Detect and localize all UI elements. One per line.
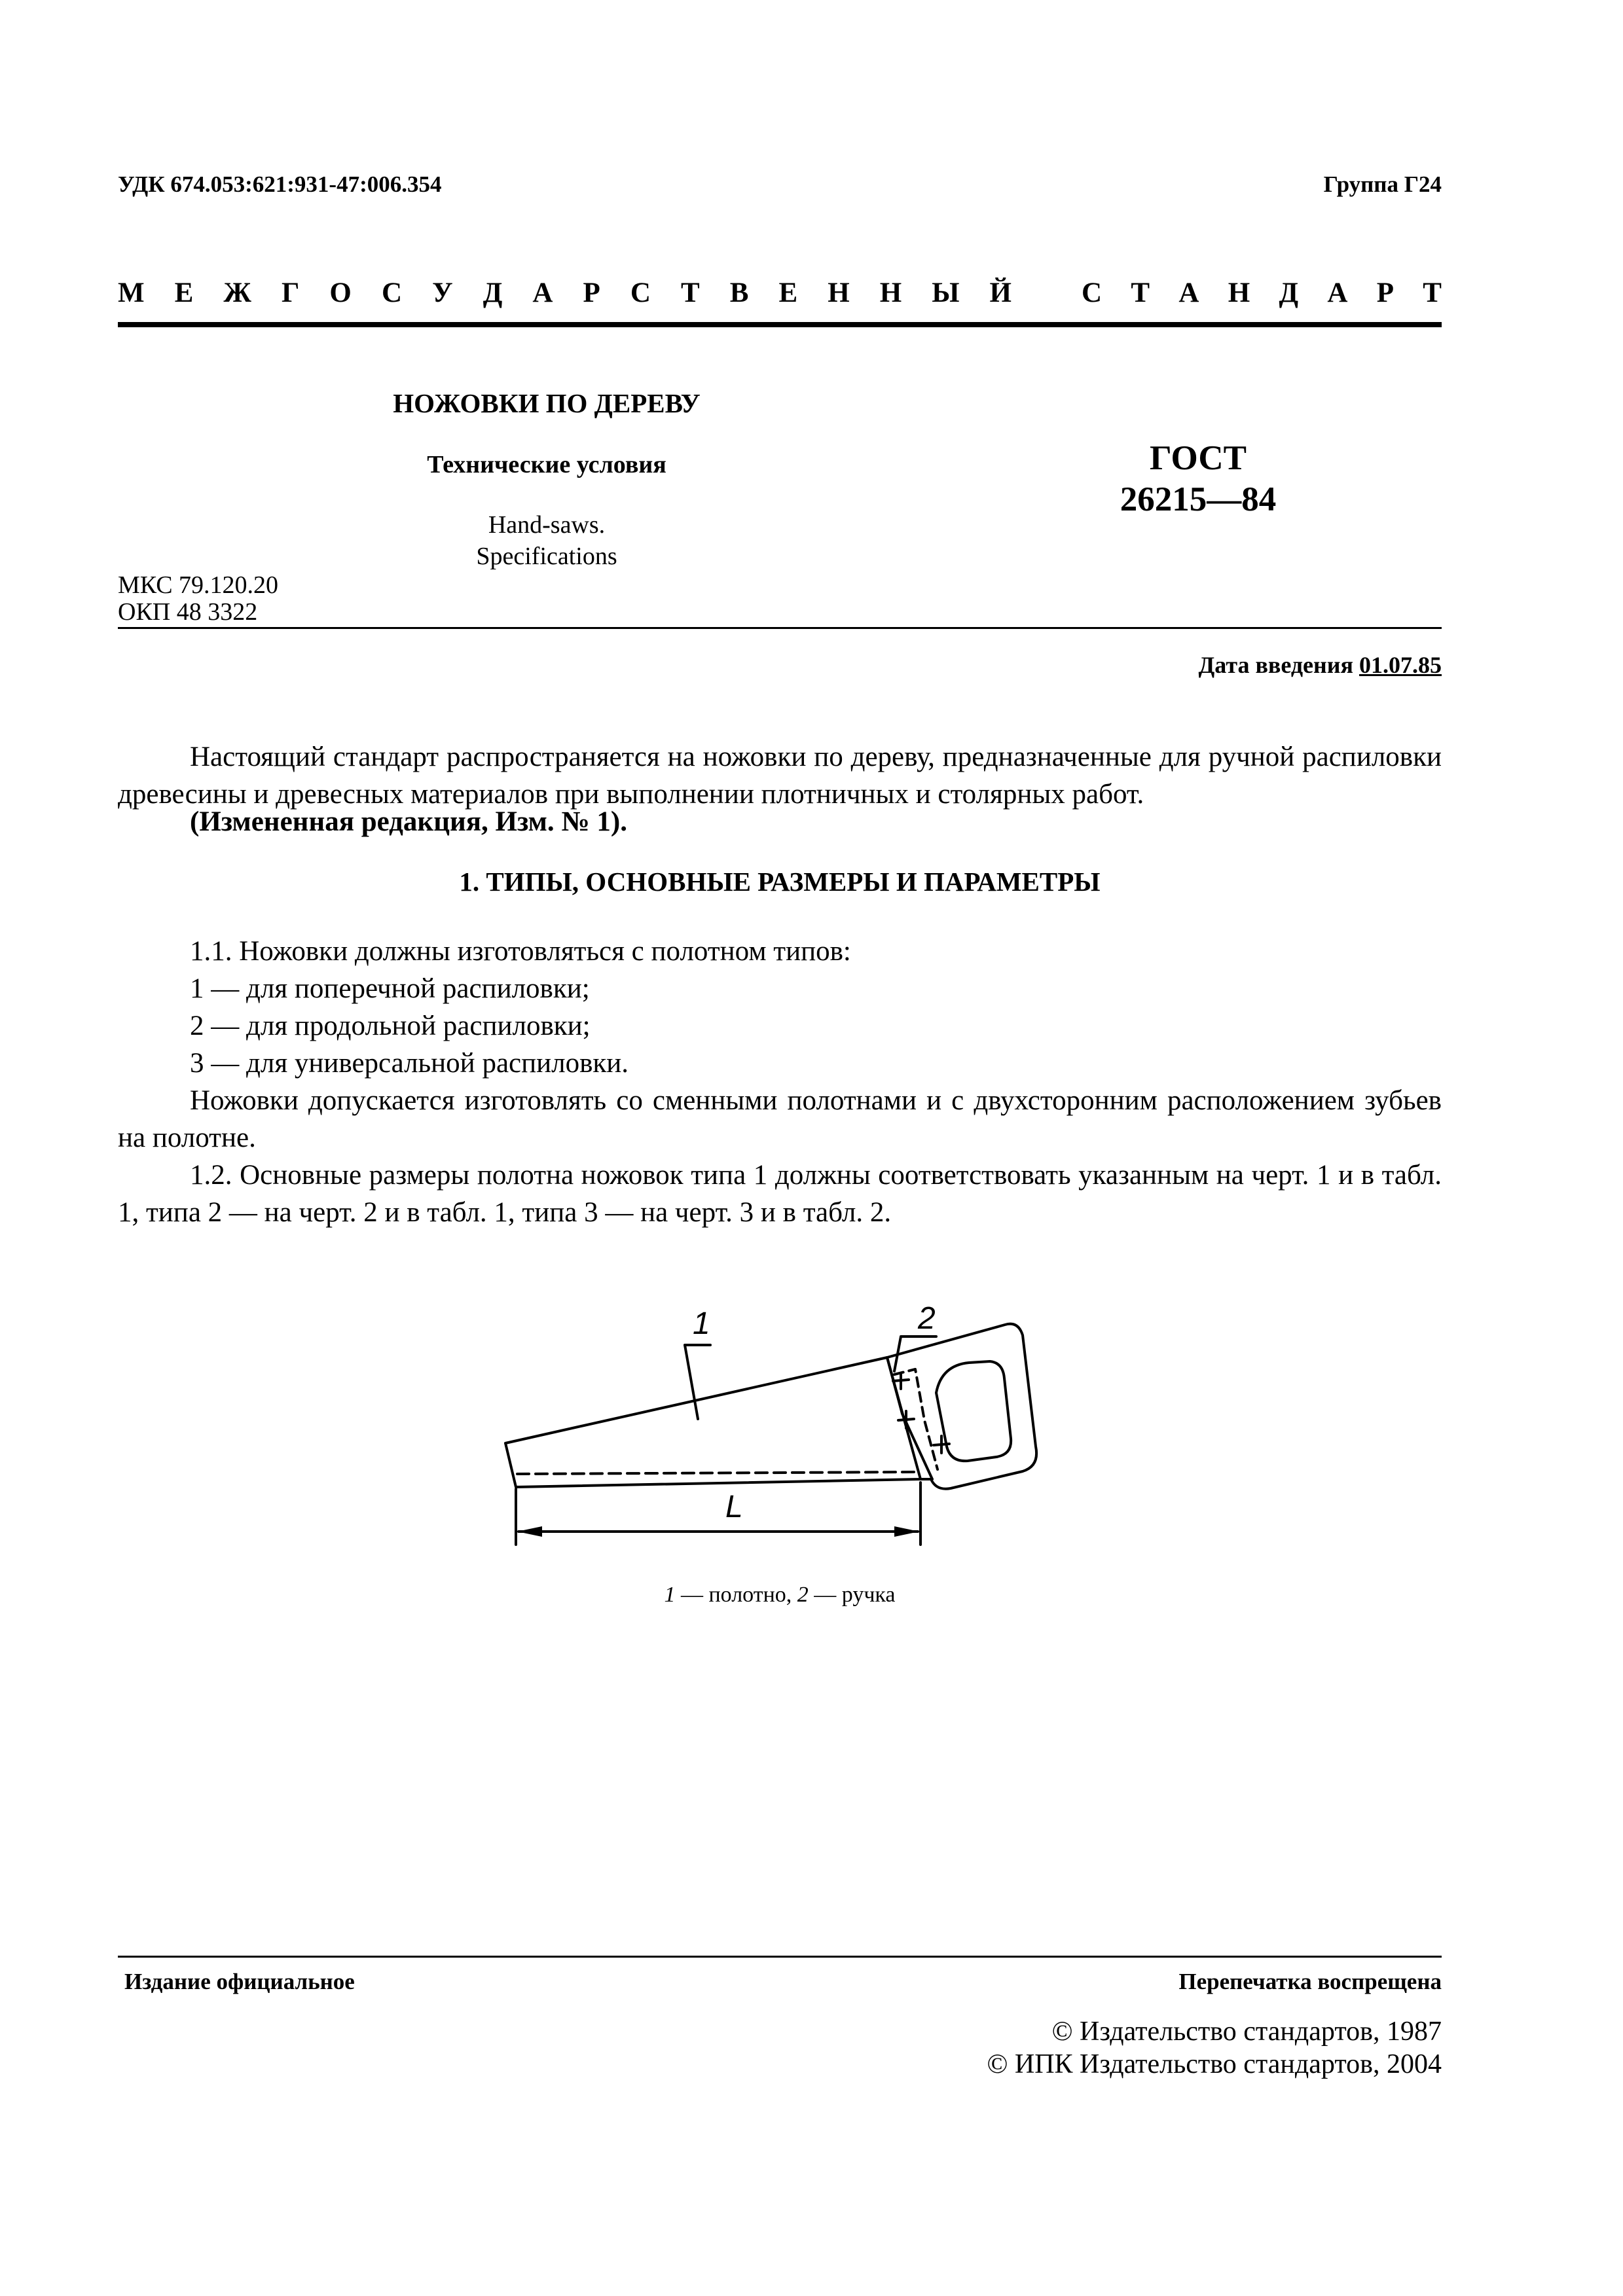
udk-code: УДК 674.053:621:931-47:006.354 xyxy=(118,171,442,197)
caption-text-1: — полотно, xyxy=(675,1583,797,1607)
figure-caption xyxy=(118,1583,1442,1607)
gost-label: ГОСТ xyxy=(1150,439,1247,477)
caption-number-2: 2 xyxy=(797,1583,809,1607)
handle-grip-opening xyxy=(936,1361,1011,1461)
w1-letter: Й xyxy=(989,278,1012,308)
dimension-label-L: L xyxy=(725,1490,743,1524)
footer-rule xyxy=(118,1956,1442,1958)
rivet-2 xyxy=(898,1411,914,1428)
gost-number: 26215—84 xyxy=(1120,480,1277,518)
banner-word-standard xyxy=(1082,277,1442,309)
saw-blade xyxy=(505,1357,921,1487)
dim-arrow-right xyxy=(894,1526,919,1537)
w2-letter: Д xyxy=(1279,278,1299,308)
banner-word-interstate xyxy=(118,277,1012,309)
handsaw-drawing xyxy=(484,1283,1100,1558)
clause-1-2: 1.2. Основные размеры полотна ножовок типа 1 должны соответствовать указанным на черт. 1 и в табл. 1, типа 2 — на черт. 2 и в табл. 1, типа 3 — на черт. 3 и в табл. 2. xyxy=(118,1160,1442,1228)
group-code: Группа Г24 xyxy=(1323,171,1442,197)
figure-label-1: 1 xyxy=(693,1306,710,1341)
figure-label-2: 2 xyxy=(918,1301,936,1336)
w1-letter: Е xyxy=(174,278,194,308)
w2-letter: А xyxy=(1178,278,1199,308)
w2-letter: Т xyxy=(1423,278,1442,308)
copyright-1987: © Издательство стандартов, 1987 xyxy=(1051,2017,1442,2047)
introduction-date xyxy=(1199,651,1442,679)
w1-letter: Ы xyxy=(932,278,960,308)
caption-text-2: — ручка xyxy=(808,1583,896,1607)
w1-letter: Е xyxy=(778,278,798,308)
mks-code: МКС 79.120.20 xyxy=(118,571,279,599)
replaceable-blades-paragraph: Ножовки допускается изготовлять со сменными полотнами и с двухсторонним расположением зубьев на полотне. xyxy=(118,1085,1442,1153)
okp-code: ОКП 48 3322 xyxy=(118,598,258,626)
w1-letter: В xyxy=(729,278,749,308)
banner-rule xyxy=(118,322,1442,327)
english-title-line2: Specifications xyxy=(476,543,617,570)
standard-banner xyxy=(118,277,1442,316)
w1-letter: Г xyxy=(282,278,300,308)
official-edition: Издание официальное xyxy=(124,1969,355,1994)
reprint-prohibited: Перепечатка воспрещена xyxy=(1178,1969,1442,1994)
saw-handle xyxy=(887,1324,1036,1489)
section-heading: 1. ТИПЫ, ОСНОВНЫЕ РАЗМЕРЫ И ПАРАМЕТРЫ xyxy=(459,867,1101,897)
caption-number-1: 1 xyxy=(664,1583,676,1607)
english-title-line1: Hand-saws. xyxy=(488,511,606,539)
date-label: Дата введения xyxy=(1198,652,1353,678)
copyright-2004: © ИПК Издательство стандартов, 2004 xyxy=(987,2049,1442,2079)
w1-letter: У xyxy=(432,278,453,308)
leader-label-1 xyxy=(685,1345,710,1419)
w1-letter: С xyxy=(630,278,651,308)
w2-letter: Н xyxy=(1228,278,1250,308)
w1-letter: Ж xyxy=(223,278,251,308)
w1-letter: А xyxy=(532,278,553,308)
document-title: НОЖОВКИ ПО ДЕРЕВУ xyxy=(393,388,701,418)
w1-letter: Н xyxy=(879,278,902,308)
w2-letter: Р xyxy=(1376,278,1394,308)
w1-letter: О xyxy=(329,278,352,308)
type-item-1: 1 — для поперечной распиловки; xyxy=(190,973,590,1004)
w2-letter: А xyxy=(1327,278,1348,308)
intro-paragraph: Настоящий стандарт распространяется на ножовки по дереву, предназначенные для ручной распиловки древесины и древесных материалов при выполнении плотничных и столярных работ. xyxy=(118,742,1442,810)
type-item-3: 3 — для универсальной распиловки. xyxy=(190,1048,629,1079)
document-subtitle: Технические условия xyxy=(427,451,666,478)
w2-letter: С xyxy=(1082,278,1103,308)
w1-letter: М xyxy=(118,278,145,308)
type-item-2: 2 — для продольной распиловки; xyxy=(190,1011,591,1041)
date-value: 01.07.85 xyxy=(1359,652,1442,678)
title-rule xyxy=(118,627,1442,629)
w1-letter: Н xyxy=(828,278,850,308)
dim-arrow-left xyxy=(517,1526,542,1537)
w1-letter: Д xyxy=(483,278,503,308)
w1-letter: С xyxy=(381,278,402,308)
w1-letter: Т xyxy=(680,278,700,308)
w2-letter: Т xyxy=(1131,278,1150,308)
w1-letter: Р xyxy=(583,278,600,308)
intro-amendment: (Измененная редакция, Изм. № 1). xyxy=(190,806,627,837)
clause-1-1: 1.1. Ножовки должны изготовляться с полотном типов: xyxy=(190,936,851,967)
tooth-line xyxy=(517,1472,917,1474)
